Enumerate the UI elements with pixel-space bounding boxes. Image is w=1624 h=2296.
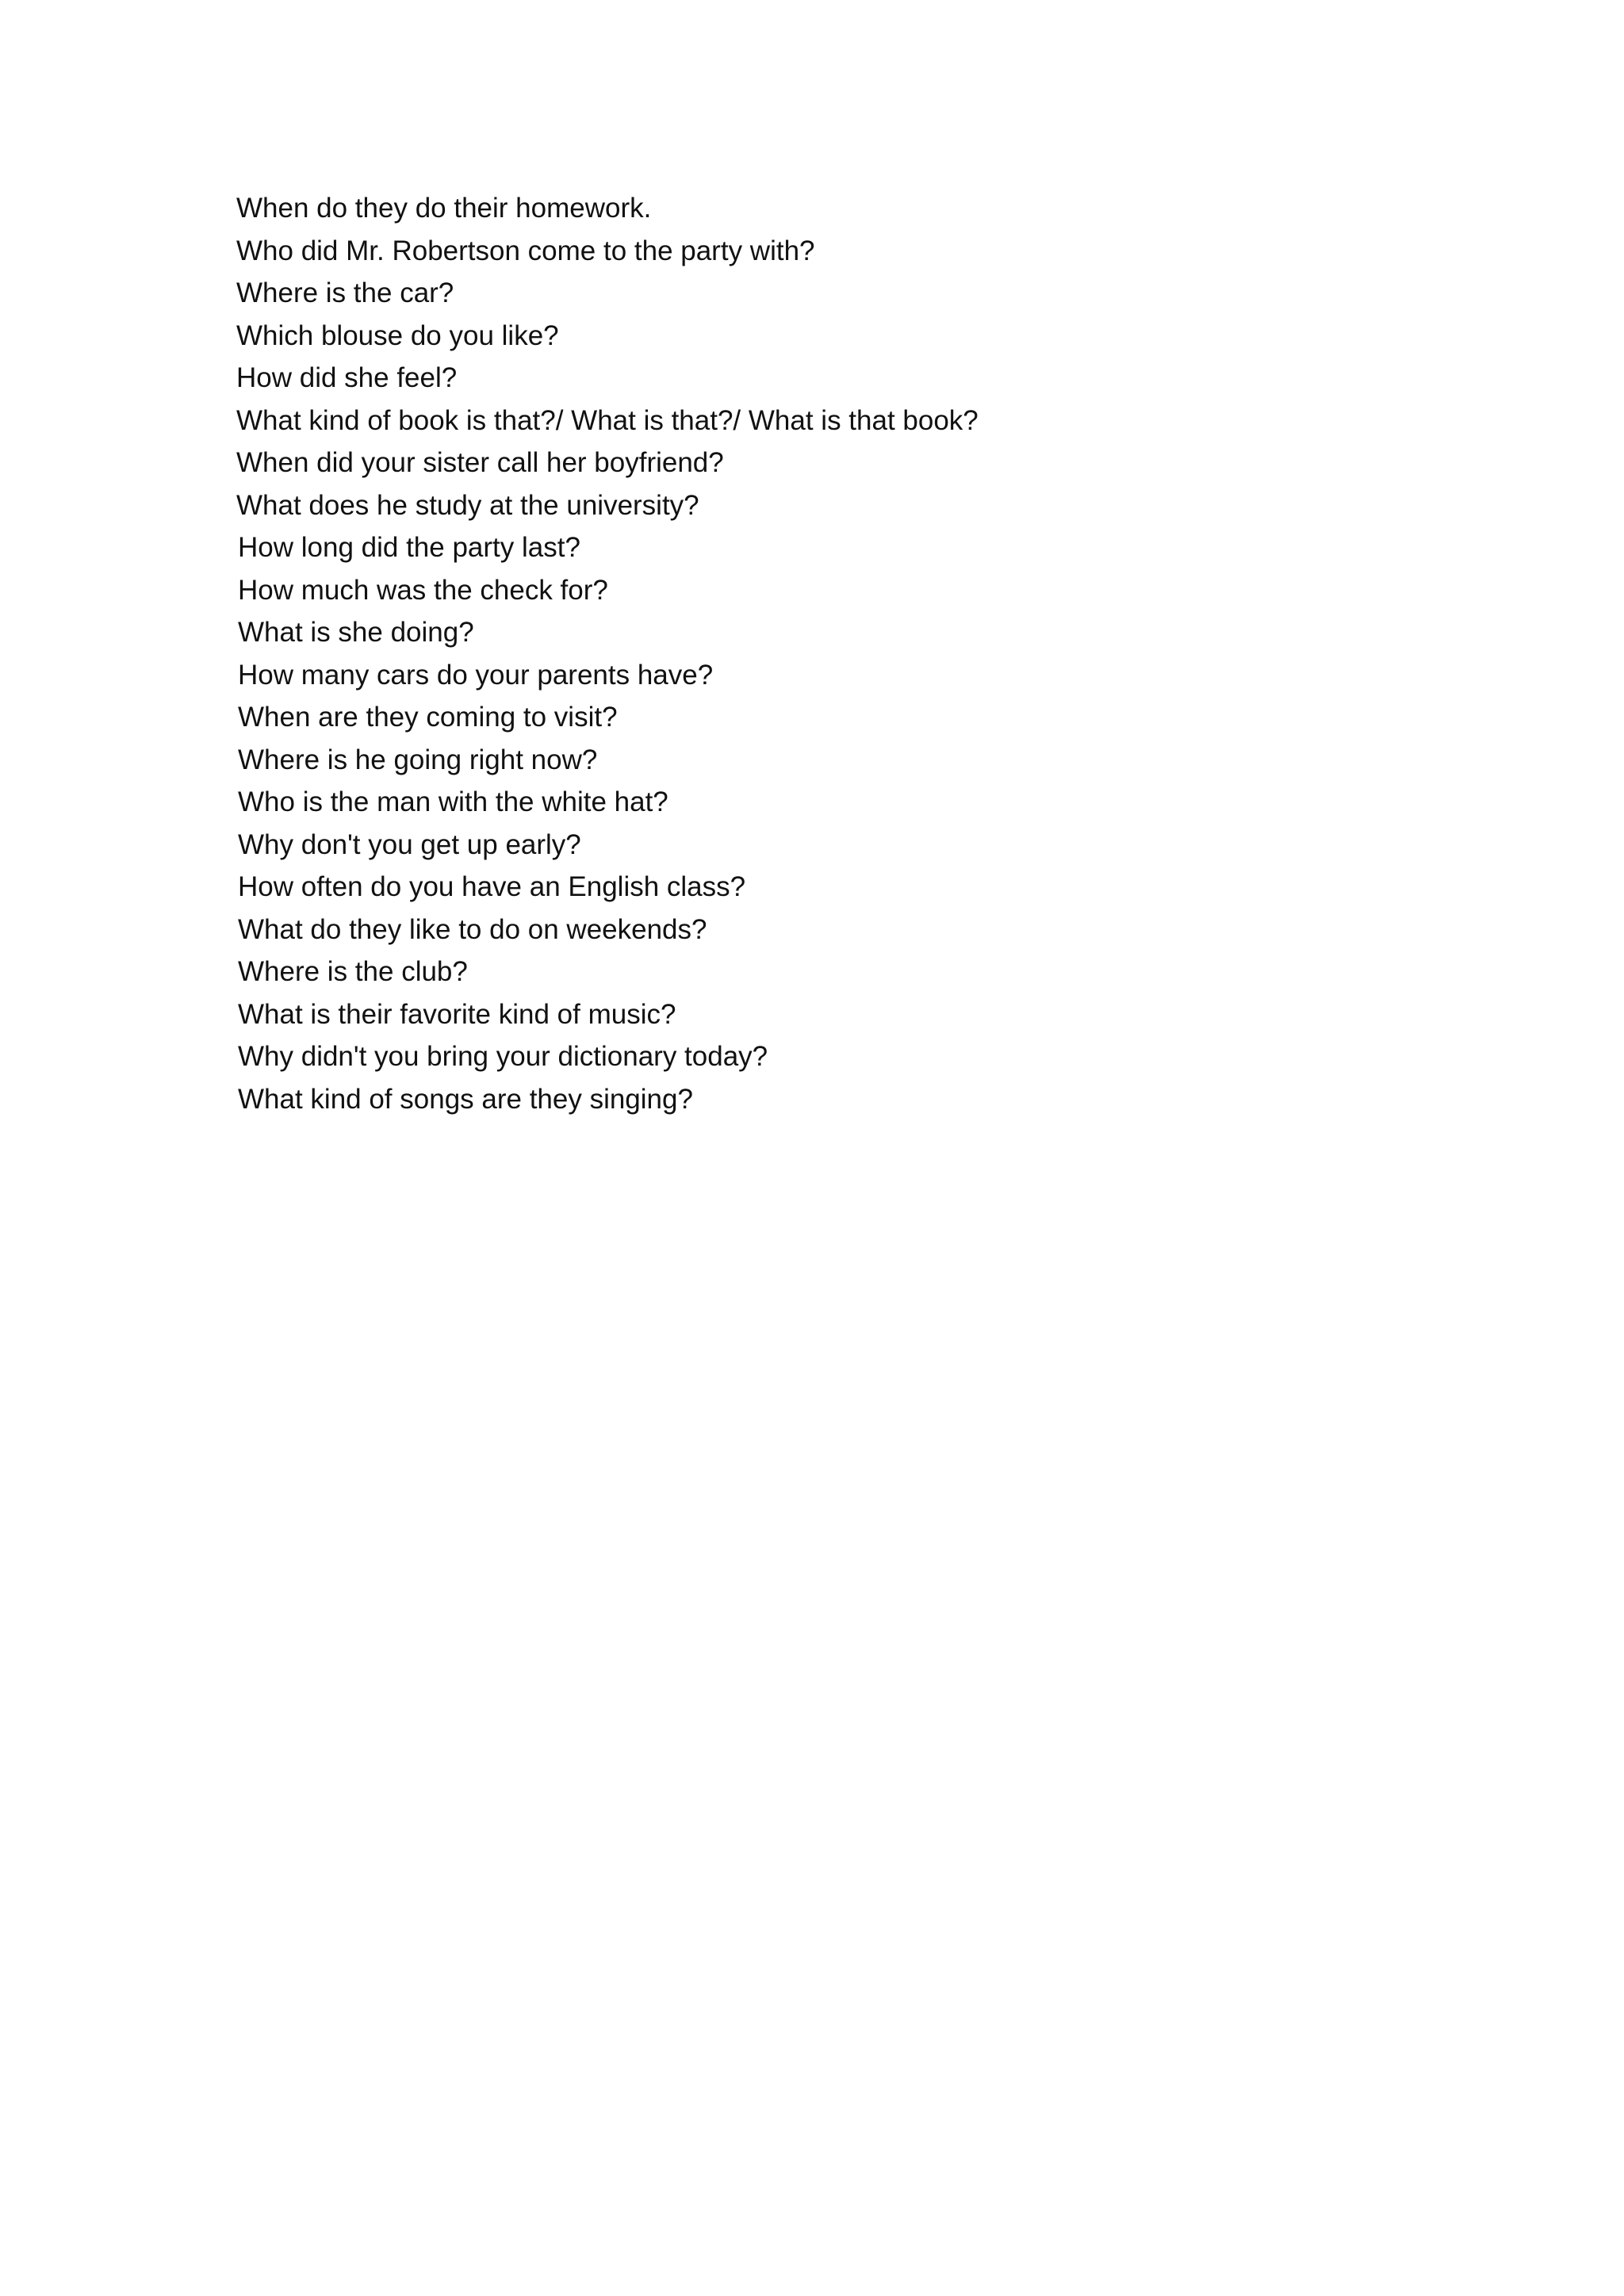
list-item xyxy=(0,654,1110,697)
list-item-text: What kind of book is that?/ What is that?/ What is that book? xyxy=(236,404,979,436)
list-item-text: When do they do their homework. xyxy=(236,193,652,224)
list-item-text: What is their favorite kind of music? xyxy=(238,998,676,1030)
list-item xyxy=(0,824,1110,867)
list-item xyxy=(0,526,1110,569)
list-item-text: When did your sister call her boyfriend? xyxy=(236,447,724,478)
list-item-text: Which blouse do you like? xyxy=(236,320,559,351)
list-item xyxy=(0,315,1110,358)
list-item-text: Who is the man with the white hat? xyxy=(238,786,668,817)
list-item xyxy=(0,1035,1110,1078)
list-item xyxy=(0,696,1110,739)
list-item xyxy=(0,357,1110,400)
list-item-text: How often do you have an English class? xyxy=(238,871,746,902)
list-item xyxy=(0,951,1110,993)
list-item-text: Why didn't you bring your dictionary today? xyxy=(238,1041,768,1072)
list-item-text: Where is he going right now? xyxy=(238,744,598,775)
list-item xyxy=(0,230,1110,273)
list-item-text: Where is the car? xyxy=(236,277,454,308)
list-item-text: What kind of songs are they singing? xyxy=(238,1083,693,1115)
list-item-text: How much was the check for? xyxy=(238,574,608,606)
list-item-text: What is she doing? xyxy=(238,617,474,648)
list-item-text: How did she feel? xyxy=(236,362,458,393)
question-list xyxy=(0,187,1110,1120)
list-item-text: What do they like to do on weekends? xyxy=(238,913,707,945)
list-item xyxy=(0,909,1110,951)
list-item-text: Who did Mr. Robertson come to the party with? xyxy=(236,235,815,266)
list-item-text: How many cars do your parents have? xyxy=(238,659,714,691)
list-item-text: What does he study at the university? xyxy=(236,489,699,521)
list-item xyxy=(0,400,1110,442)
list-item xyxy=(0,781,1110,824)
list-item xyxy=(0,739,1110,782)
list-item xyxy=(0,272,1110,315)
list-item xyxy=(0,484,1110,527)
list-item-text: Why don't you get up early? xyxy=(238,828,581,860)
list-item xyxy=(0,611,1110,654)
list-item xyxy=(0,866,1110,909)
list-item xyxy=(0,569,1110,612)
list-item-text: How long did the party last? xyxy=(238,532,580,563)
list-item xyxy=(0,1078,1110,1121)
list-item xyxy=(0,442,1110,484)
list-item-text: When are they coming to visit? xyxy=(238,702,618,733)
list-item xyxy=(0,993,1110,1036)
list-item-text: Where is the club? xyxy=(238,956,468,987)
list-item xyxy=(0,187,1110,230)
